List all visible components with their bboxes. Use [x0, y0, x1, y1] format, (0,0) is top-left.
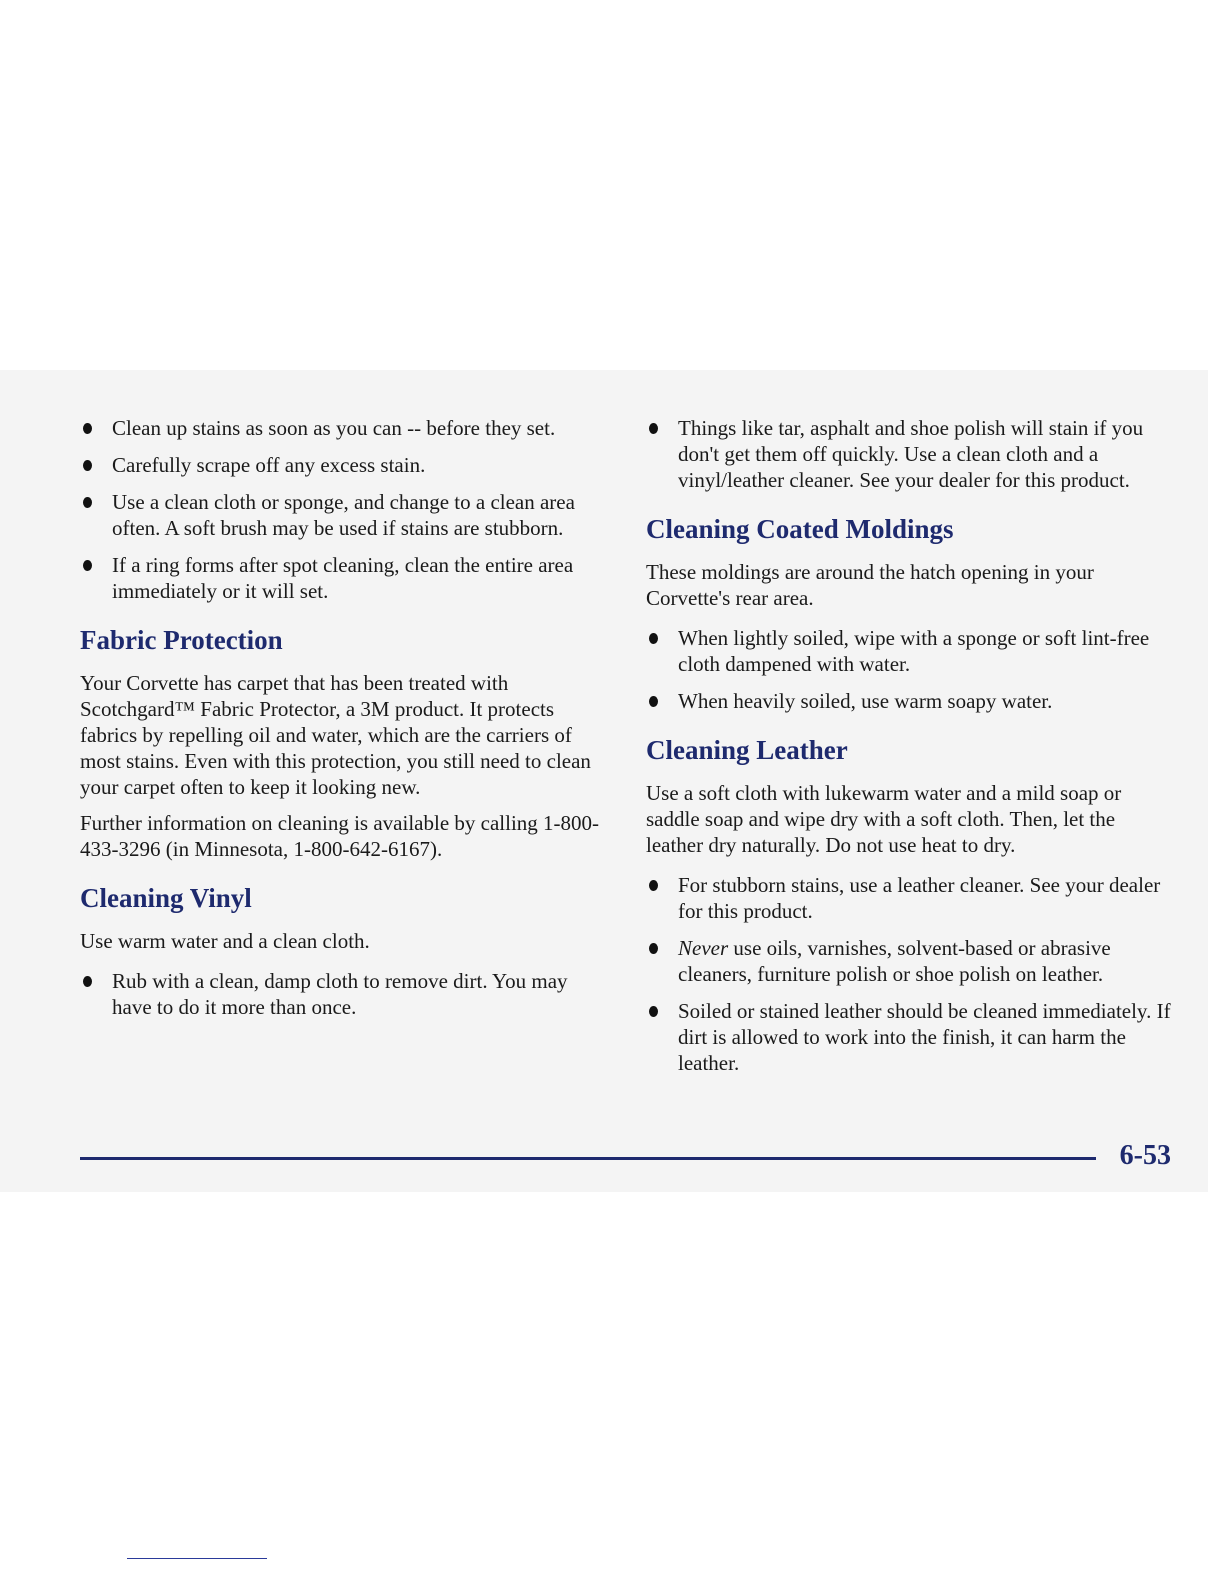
page-number: 6-53 — [1119, 1140, 1171, 1171]
bullet-icon — [649, 880, 658, 891]
stain-tips-list — [80, 415, 605, 604]
left-column — [80, 415, 605, 1031]
cleaning-info-paragraph: Further information on cleaning is available by calling 1-800-433-3296 (in Minnesota, 1-800-642-6167). — [80, 811, 600, 861]
fabric-protection-paragraph: Your Corvette has carpet that has been treated with Scotchgard™ Fabric Protector, a 3M product. It protects fabrics by repelling oil and water, which are the carriers of most stains. Even with this protection, you still need to clean your carpet often to keep it looking new. — [80, 671, 591, 799]
bullet-icon — [649, 696, 658, 707]
bottom-rule — [127, 1558, 267, 1559]
list-item: For stubborn stains, use a leather cleaner. See your dealer for this product. — [646, 872, 1176, 924]
bullet-icon — [83, 460, 92, 471]
heading-cleaning-coated-moldings: Cleaning Coated Moldings — [646, 514, 954, 544]
heading-cleaning-leather: Cleaning Leather — [646, 735, 848, 765]
never-emphasis: Never — [678, 936, 729, 960]
coated-moldings-paragraph: These moldings are around the hatch opening in your Corvette's rear area. — [646, 560, 1094, 610]
cleaning-leather-paragraph: Use a soft cloth with lukewarm water and a mild soap or saddle soap and wipe dry with a soft cloth. Then, let the leather dry naturally. Do not use heat to dry. — [646, 781, 1122, 857]
list-item: Never use oils, varnishes, solvent-based or abrasive cleaners, furniture polish or shoe polish on leather. — [646, 935, 1176, 987]
list-item: When lightly soiled, wipe with a sponge or soft lint-free cloth dampened with water. — [646, 625, 1176, 677]
list-item: Clean up stains as soon as you can -- before they set. — [80, 415, 605, 441]
bullet-icon — [649, 423, 658, 434]
right-column — [646, 415, 1176, 1087]
cleaning-vinyl-paragraph: Use warm water and a clean cloth. — [80, 929, 370, 953]
bullet-icon — [83, 423, 92, 434]
list-item: Things like tar, asphalt and shoe polish will stain if you don't get them off quickly. Use a clean cloth and a vinyl/leather cleaner. See your dealer for this product. — [646, 415, 1176, 493]
bullet-icon — [83, 560, 92, 571]
bullet-icon — [83, 497, 92, 508]
bullet-icon — [649, 1006, 658, 1017]
heading-cleaning-vinyl: Cleaning Vinyl — [80, 883, 252, 913]
list-item: Carefully scrape off any excess stain. — [80, 452, 605, 478]
moldings-list — [646, 625, 1176, 714]
stain-warning-list — [646, 415, 1176, 493]
list-item: Rub with a clean, damp cloth to remove dirt. You may have to do it more than once. — [80, 968, 605, 1020]
list-item: Use a clean cloth or sponge, and change to a clean area often. A soft brush may be used if stains are stubborn. — [80, 489, 605, 541]
footer-rule — [80, 1157, 1096, 1160]
leather-list — [646, 872, 1176, 1076]
list-item: When heavily soiled, use warm soapy water. — [646, 688, 1176, 714]
list-item: Soiled or stained leather should be cleaned immediately. If dirt is allowed to work into the finish, it can harm the leather. — [646, 998, 1176, 1076]
bullet-icon — [649, 633, 658, 644]
bullet-icon — [649, 943, 658, 954]
list-item: If a ring forms after spot cleaning, clean the entire area immediately or it will set. — [80, 552, 605, 604]
heading-fabric-protection: Fabric Protection — [80, 625, 283, 655]
vinyl-list — [80, 968, 605, 1020]
bullet-icon — [83, 976, 92, 987]
